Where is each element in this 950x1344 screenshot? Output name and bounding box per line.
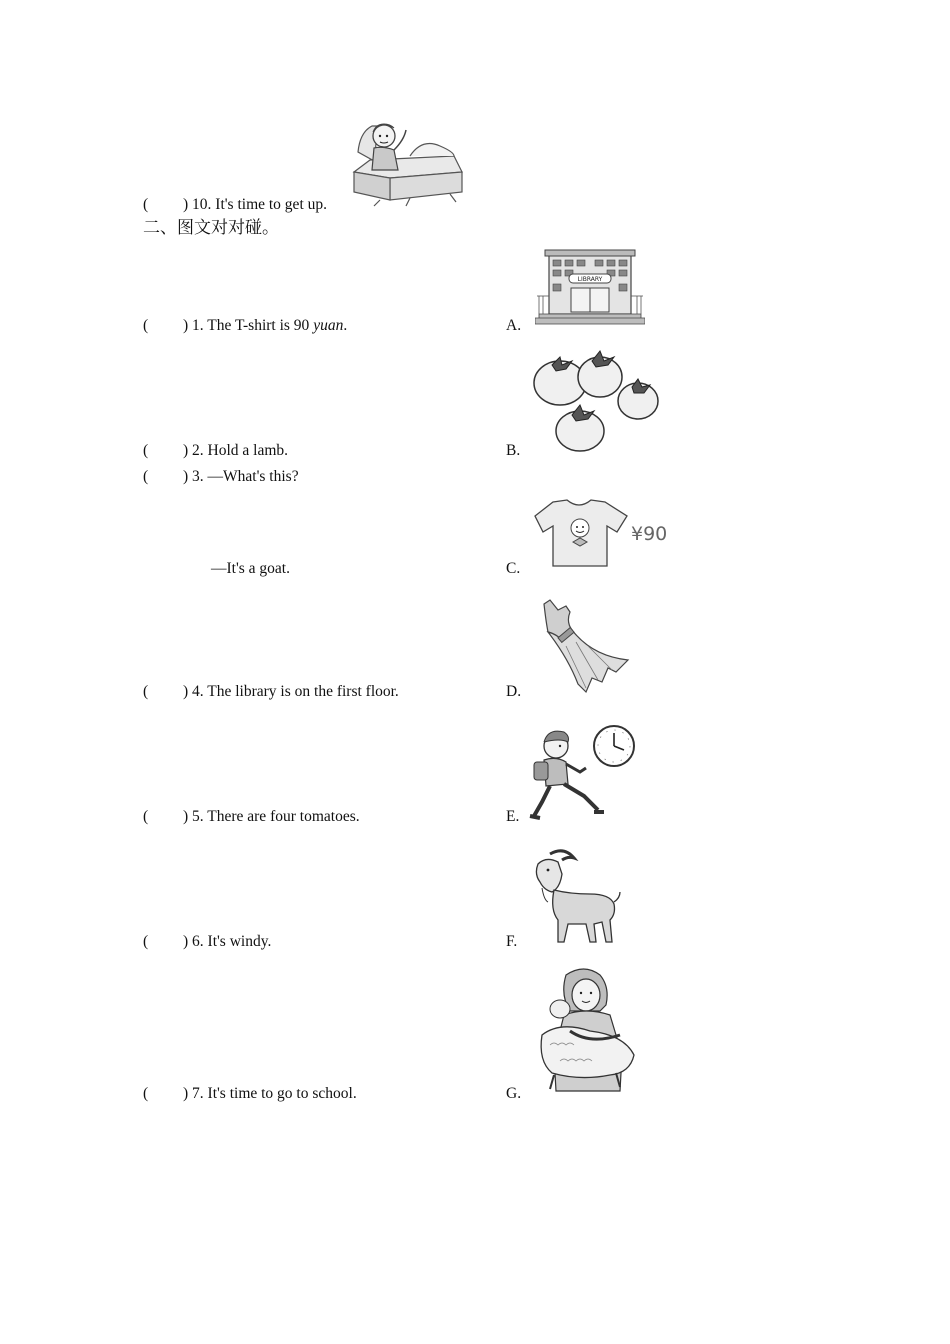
boy-running-clock-icon [528,720,640,824]
price-label: ¥90 [631,523,668,545]
option-d-letter: D. [506,683,522,700]
item-7-text: ) 7. It's time to go to school. [183,1085,357,1102]
dress-icon [532,598,632,694]
item-6-text: ) 6. It's windy. [183,933,272,950]
option-b-letter: B. [506,442,521,459]
library-building-icon [535,248,645,328]
option-c-letter: C. [506,560,521,577]
item-3-answer: —It's a goat. [211,560,290,577]
item-1-italic: yuan [313,317,344,334]
item-5-text: ) 5. There are four tomatoes. [183,808,360,825]
item-1-paren: ( [143,317,149,334]
item-5-paren: ( [143,808,149,825]
item-4-paren: ( [143,683,149,700]
option-f-letter: F. [506,933,518,950]
library-sign-text: LIBRARY [577,276,603,283]
q10-paren: ( [143,196,149,213]
item-3-text: ) 3. —What's this? [183,468,299,485]
girl-holding-lamb-icon [530,965,644,1095]
item-2-paren: ( [143,442,149,459]
item-3-paren: ( [143,468,149,485]
boy-in-bed-icon [350,112,468,208]
item-6-paren: ( [143,933,149,950]
goat-icon [530,848,622,948]
tomatoes-icon [528,343,663,455]
item-2-text: ) 2. Hold a lamb. [183,442,289,459]
item-4-text: ) 4. The library is on the first floor. [183,683,399,700]
item-7-paren: ( [143,1085,149,1102]
q10-text: ) 10. It's time to get up. [183,196,327,213]
option-g-letter: G. [506,1085,522,1102]
tshirt-price-icon [533,498,675,570]
item-1-text: ) 1. The T-shirt is 90 yuan. [183,317,348,334]
section-title: 二、图文对对碰。 [143,218,279,238]
option-e-letter: E. [506,808,520,825]
option-a-letter: A. [506,317,522,334]
